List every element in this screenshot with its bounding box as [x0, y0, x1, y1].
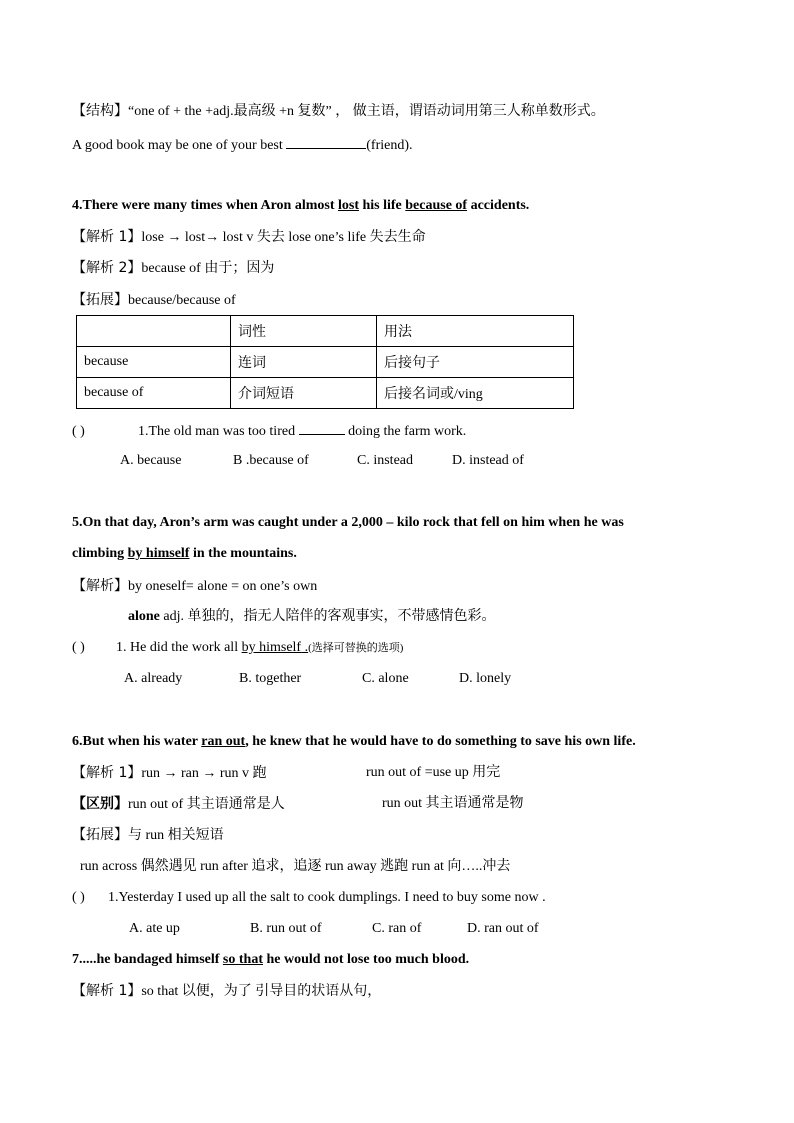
q5-exercise-text: 1. He did the work all — [116, 640, 242, 655]
table-cell: 后接句子 — [377, 347, 574, 378]
q4-analysis-2 — [72, 258, 274, 279]
q6-difference-2: run out 其主语通常是物 — [382, 796, 524, 811]
q7-keyword-so-that: so that — [222, 952, 263, 967]
q4-text-2: his life — [358, 198, 406, 213]
q6-text-1: 6.But when his water — [72, 734, 202, 749]
q6-text-2: , he knew that he would have to do something to save his own life. — [245, 734, 636, 749]
q5-option-c[interactable]: C. alone — [362, 671, 409, 686]
answer-bracket[interactable]: ( ) — [72, 890, 85, 905]
q5-option-d[interactable]: D. lonely — [459, 671, 512, 686]
q7-analysis-text: so that 以便，为了 引导目的状语从句， — [141, 984, 382, 999]
table-header-cell: 用法 — [377, 316, 574, 347]
q4-exercise-text-2: doing the farm work. — [344, 424, 467, 439]
q4-analysis-2-text: because of 由于；因为 — [141, 261, 275, 276]
q6-option-d[interactable]: D. ran out of — [467, 921, 539, 936]
q5-exercise-keyword: by himself — [241, 640, 302, 655]
q5-keyword-by-himself: by himself — [127, 546, 190, 561]
q6-extension-label: 【拓展】 — [72, 827, 128, 843]
structure-example-hint: (friend). — [366, 138, 413, 153]
q4-extension — [72, 290, 236, 311]
q7-text-1: 7.....he bandaged himself — [72, 952, 223, 967]
q6-analysis-label: 【解析 1】 — [72, 765, 142, 781]
table-row — [77, 378, 574, 409]
q6-phrases: run across 偶然遇见 run after 追求，追逐 run away 逃跑 run at 向…..冲去 — [80, 859, 511, 874]
q6-sentence — [72, 732, 636, 752]
table-cell: 连词 — [231, 347, 377, 378]
q6-keyword-ran-out: ran out — [201, 734, 246, 749]
q4-analysis-1-label: 【解析 1】 — [72, 229, 142, 245]
q4-extension-text: because/because of — [128, 293, 236, 308]
q5-sentence-line-1: 5.On that day, Aron’s arm was caught under a 2,000 – kilo rock that fell on him when he was — [72, 515, 624, 530]
q4-analysis-1-text: lose → lost→ lost v 失去 lose one’s life 失去生命 — [141, 230, 426, 245]
q4-option-a[interactable]: A. because — [120, 453, 182, 468]
q4-analysis-2-label: 【解析 2】 — [72, 260, 142, 276]
q5-text-2: in the mountains. — [189, 546, 297, 561]
answer-bracket[interactable]: ( ) — [72, 640, 85, 655]
q6-option-c[interactable]: C. ran of — [372, 921, 422, 936]
q5-analysis-text: by oneself= alone = on one’s own — [128, 579, 318, 594]
q5-analysis-label: 【解析】 — [72, 578, 128, 594]
answer-bracket[interactable]: ( ) — [72, 424, 85, 439]
table-header-cell: 词性 — [231, 316, 377, 347]
q6-difference-text: run out of 其主语通常是人 — [128, 797, 285, 812]
structure-line — [72, 101, 605, 122]
table-header-cell — [77, 316, 231, 347]
table-cell: 后接名词或/ving — [377, 378, 574, 409]
q6-difference — [72, 794, 285, 815]
q4-text-1: 4.There were many times when Aron almost — [72, 198, 338, 213]
q6-analysis-1 — [72, 763, 267, 784]
q7-text-2: he would not lose too much blood. — [262, 952, 470, 967]
q4-exercise — [72, 420, 466, 442]
q5-text-1: climbing — [72, 546, 128, 561]
q7-analysis-1 — [72, 981, 381, 1002]
q6-option-a[interactable]: A. ate up — [129, 921, 180, 936]
q6-exercise-text: 1.Yesterday I used up all the salt to cook dumplings. I need to buy some now . — [108, 890, 546, 905]
q4-analysis-1 — [72, 227, 426, 248]
q5-sentence-line-2 — [72, 544, 297, 564]
q4-keyword-because-of: because of — [405, 198, 468, 213]
q4-option-b[interactable]: B .because of — [233, 453, 309, 468]
structure-label: 【结构】 — [72, 103, 128, 119]
q6-analysis-text: run → ran → run v 跑 — [141, 766, 267, 781]
q4-keyword-lost: lost — [337, 198, 359, 213]
q4-extension-label: 【拓展】 — [72, 292, 128, 308]
structure-example — [72, 134, 413, 156]
q5-exercise — [72, 638, 403, 658]
answer-blank[interactable] — [286, 134, 366, 149]
q5-alone-text: adj. 单独的，指无人陪伴的客观事实，不带感情色彩。 — [159, 609, 496, 624]
q4-sentence — [72, 196, 529, 216]
q6-exercise — [72, 888, 546, 908]
table-cell: 介词短语 — [231, 378, 377, 409]
q4-option-c[interactable]: C. instead — [357, 453, 413, 468]
q5-analysis-2 — [128, 607, 496, 627]
table-row — [77, 347, 574, 378]
structure-example-text: A good book may be one of your best — [72, 138, 287, 153]
q6-difference-label: 【区别】 — [72, 796, 128, 812]
q5-exercise-text-2: . — [301, 640, 309, 655]
table-cell: because of — [77, 378, 231, 409]
answer-blank[interactable] — [299, 420, 345, 435]
q4-exercise-text: 1.The old man was too tired — [138, 424, 299, 439]
q6-analysis-1b: run out of =use up 用完 — [366, 765, 501, 780]
table-header-row — [77, 316, 574, 347]
q5-alone-word: alone — [128, 609, 160, 624]
table-cell: because — [77, 347, 231, 378]
q7-sentence — [72, 950, 469, 970]
comparison-table — [76, 315, 574, 409]
q6-option-b[interactable]: B. run out of — [250, 921, 322, 936]
q5-option-b[interactable]: B. together — [239, 671, 302, 686]
q5-option-a[interactable]: A. already — [124, 671, 183, 686]
q7-analysis-label: 【解析 1】 — [72, 983, 142, 999]
structure-text: “one of + the +adj.最高级 +n 复数” ， 做主语，谓语动词用第三人称单数形式。 — [128, 104, 605, 119]
q6-extension-text: 与 run 相关短语 — [128, 828, 224, 843]
q4-text-3: accidents. — [467, 198, 530, 213]
q5-exercise-note: (选择可替换的选项) — [308, 642, 404, 654]
q6-extension — [72, 825, 224, 846]
q4-option-d[interactable]: D. instead of — [452, 453, 524, 468]
q5-analysis-1 — [72, 576, 317, 597]
